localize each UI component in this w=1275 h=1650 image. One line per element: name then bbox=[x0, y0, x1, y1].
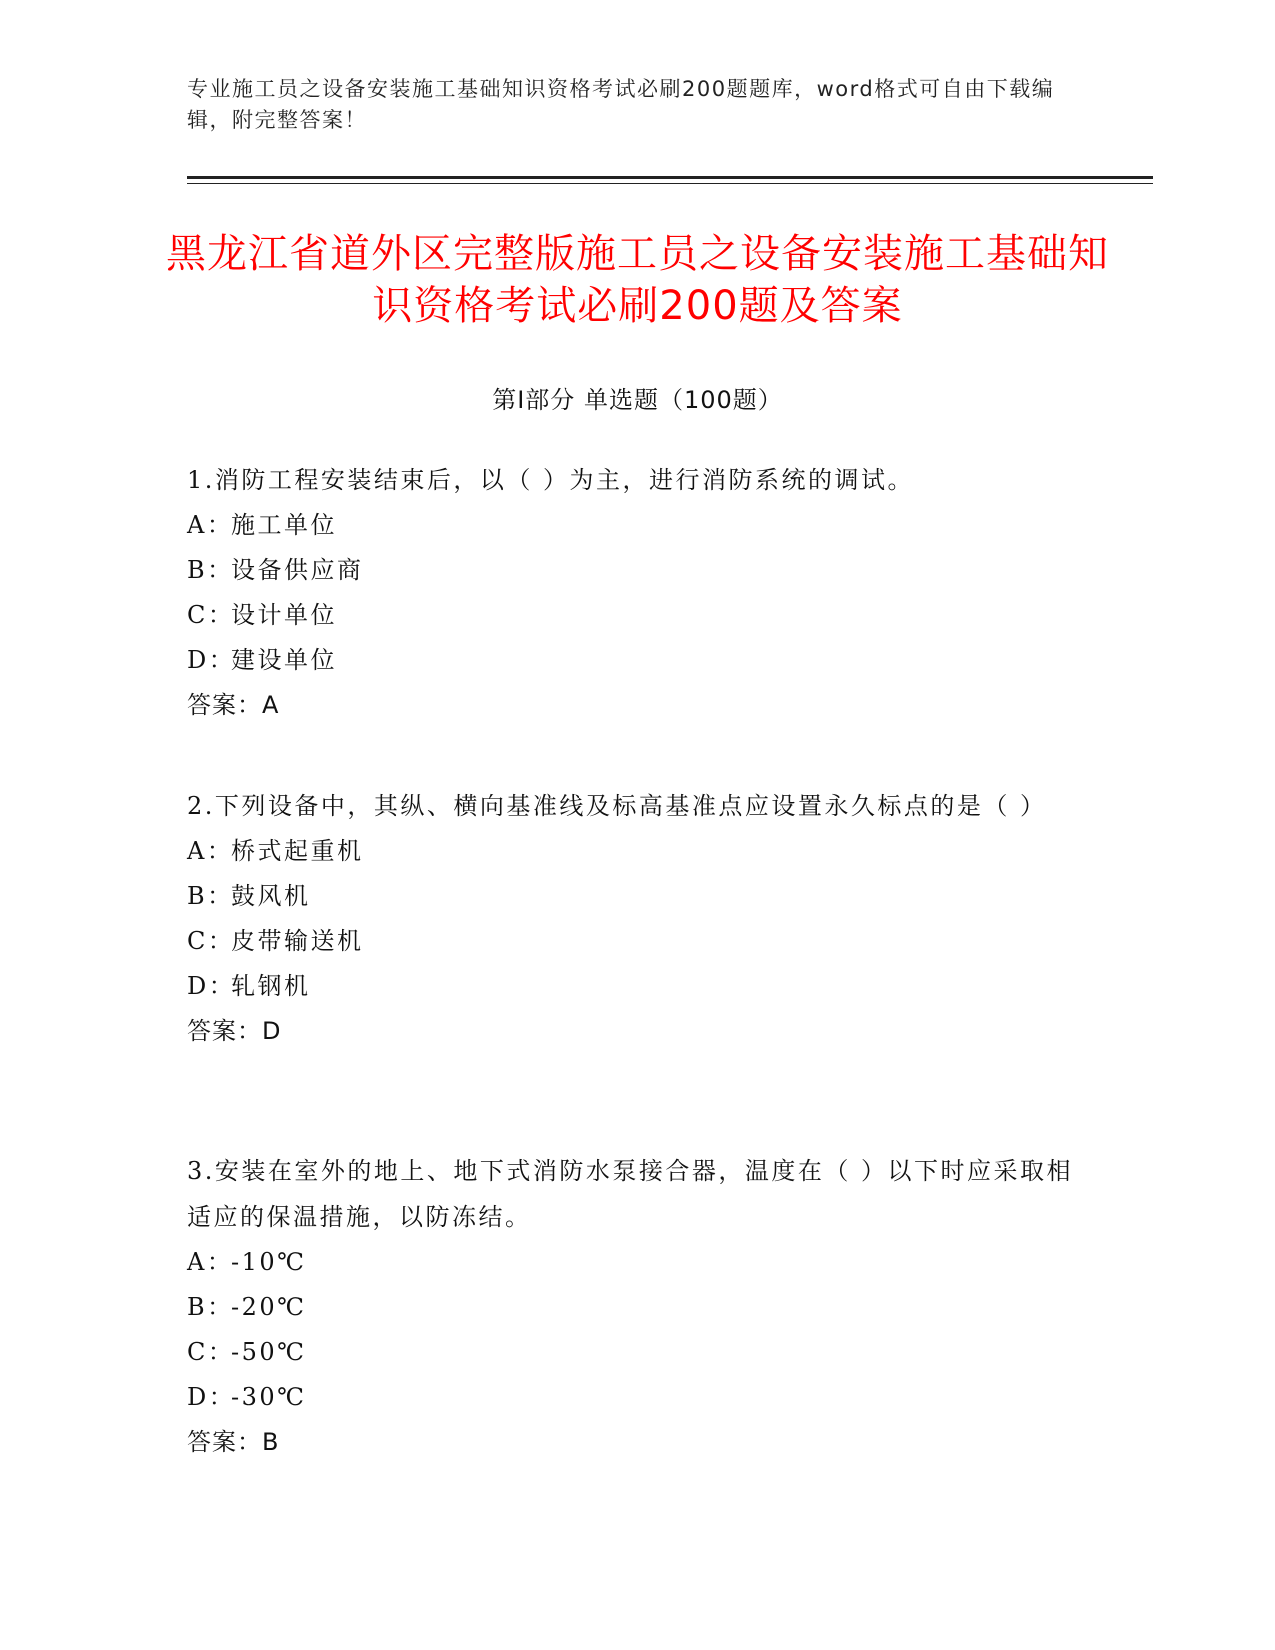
option-b bbox=[187, 874, 1087, 919]
option-text: -20℃ bbox=[231, 1293, 307, 1321]
option-text: 设计单位 bbox=[231, 601, 337, 629]
option-key: C： bbox=[187, 601, 235, 629]
option-b bbox=[187, 548, 1087, 593]
question-3 bbox=[187, 1148, 1087, 1464]
option-text: 建设单位 bbox=[231, 646, 337, 674]
option-key: B： bbox=[187, 1293, 234, 1321]
answer: 答案：B bbox=[187, 1428, 280, 1456]
option-text: -50℃ bbox=[231, 1338, 307, 1366]
option-a bbox=[187, 1240, 1087, 1285]
option-key: C： bbox=[187, 927, 235, 955]
option-text: 轧钢机 bbox=[231, 972, 311, 1000]
question-stem: 2.下列设备中，其纵、横向基准线及标高基准点应设置永久标点的是（ ） bbox=[187, 792, 1047, 820]
answer: 答案：D bbox=[187, 1017, 282, 1045]
question-stem: 3.安装在室外的地上、地下式消防水泵接合器，温度在（ ）以下时应采取相适应的保温措施，以防冻结。 bbox=[187, 1157, 1074, 1231]
option-key: A： bbox=[187, 1248, 234, 1276]
question-stem: 1.消防工程安装结束后，以（ ）为主，进行消防系统的调试。 bbox=[187, 466, 915, 494]
header-divider-thick bbox=[187, 176, 1153, 179]
section-title: 第Ⅰ部分 单选题（100题） bbox=[492, 386, 783, 414]
option-text: 鼓风机 bbox=[231, 882, 311, 910]
header-note: 专业施工员之设备安装施工基础知识资格考试必刷200题题库，word格式可自由下载编辑，附完整答案！ bbox=[187, 77, 1055, 132]
option-key: D： bbox=[187, 972, 236, 1000]
option-key: C： bbox=[187, 1338, 235, 1366]
option-a bbox=[187, 829, 1087, 874]
option-c bbox=[187, 1330, 1087, 1375]
question-2 bbox=[187, 783, 1087, 1053]
option-text: -30℃ bbox=[231, 1383, 307, 1411]
option-c bbox=[187, 919, 1087, 964]
option-key: A： bbox=[187, 511, 234, 539]
option-a bbox=[187, 503, 1087, 548]
option-text: 施工单位 bbox=[231, 511, 337, 539]
option-d bbox=[187, 1375, 1087, 1420]
option-key: D： bbox=[187, 1383, 236, 1411]
header-divider-thin bbox=[187, 183, 1153, 184]
option-key: B： bbox=[187, 556, 234, 584]
question-1 bbox=[187, 457, 1087, 727]
option-text: -10℃ bbox=[231, 1248, 307, 1276]
document-title: 黑龙江省道外区完整版施工员之设备安装施工基础知识资格考试必刷200题及答案 bbox=[166, 231, 1109, 329]
option-key: A： bbox=[187, 837, 234, 865]
option-key: B： bbox=[187, 882, 234, 910]
option-d bbox=[187, 638, 1087, 683]
option-b bbox=[187, 1285, 1087, 1330]
option-c bbox=[187, 593, 1087, 638]
option-d bbox=[187, 964, 1087, 1009]
option-key: D： bbox=[187, 646, 236, 674]
option-text: 皮带输送机 bbox=[231, 927, 364, 955]
option-text: 桥式起重机 bbox=[231, 837, 364, 865]
answer: 答案：A bbox=[187, 691, 280, 719]
option-text: 设备供应商 bbox=[231, 556, 364, 584]
